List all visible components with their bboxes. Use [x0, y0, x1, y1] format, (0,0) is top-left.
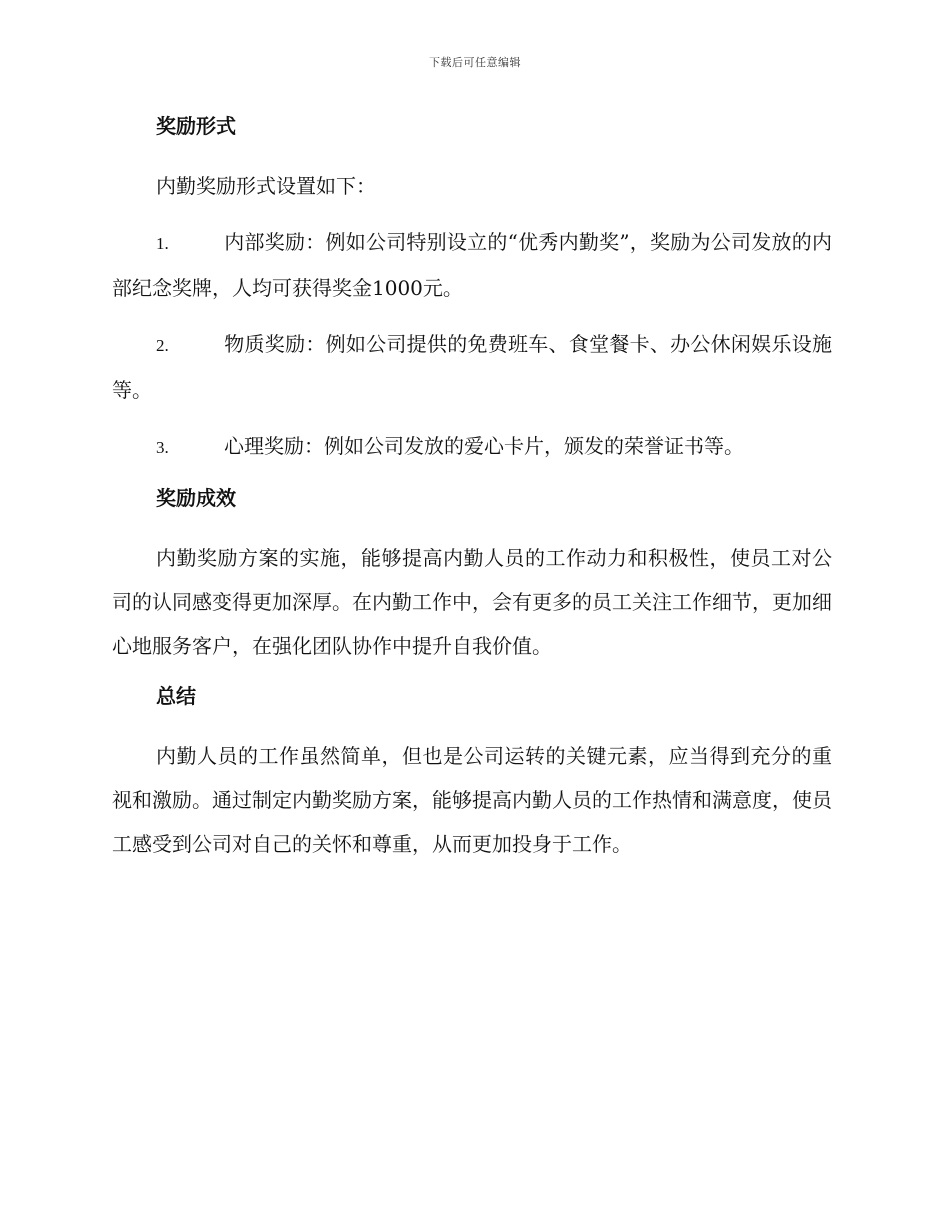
list-text: 物质奖励：例如公司提供的免费班车、食堂餐卡、办公休闲娱乐设施等。	[112, 332, 832, 402]
section-heading-reward-forms: 奖励形式	[156, 114, 236, 138]
section-heading-reward-effects: 奖励成效	[156, 486, 236, 510]
section-body-reward-effects: 内勤奖励方案的实施，能够提高内勤人员的工作动力和积极性，使员工对公司的认同感变得更加深厚。在内勤工作中，会有更多的员工关注工作细节，更加细心地服务客户，在强化团队协作中提升自我价值。	[112, 546, 832, 658]
list-text: 内部奖励：例如公司特别设立的“优秀内勤奖”，奖励为公司发放的内部纪念奖牌，人均可获得奖金1000元。	[112, 230, 832, 300]
page-header-note: 下载后可任意编辑	[429, 56, 521, 69]
document-body	[112, 110, 832, 878]
list-text: 心理奖励：例如公司发放的爱心卡片，颁发的荣誉证书等。	[224, 434, 744, 458]
list-item-internal-reward	[112, 220, 832, 310]
section-heading-summary: 总结	[156, 684, 196, 708]
list-item-material-reward	[112, 322, 832, 412]
list-number: 3.	[156, 438, 169, 457]
section-body-summary: 内勤人员的工作虽然简单，但也是公司运转的关键元素，应当得到充分的重视和激励。通过制定内勤奖励方案，能够提高内勤人员的工作热情和满意度，使员工感受到公司对自己的关怀和尊重，从而更加投身于工作。	[112, 744, 832, 856]
list-number: 2.	[156, 336, 169, 355]
section-intro-reward-forms: 内勤奖励形式设置如下：	[156, 174, 376, 198]
list-number: 1.	[156, 234, 169, 253]
list-item-psychological-reward	[112, 424, 832, 470]
